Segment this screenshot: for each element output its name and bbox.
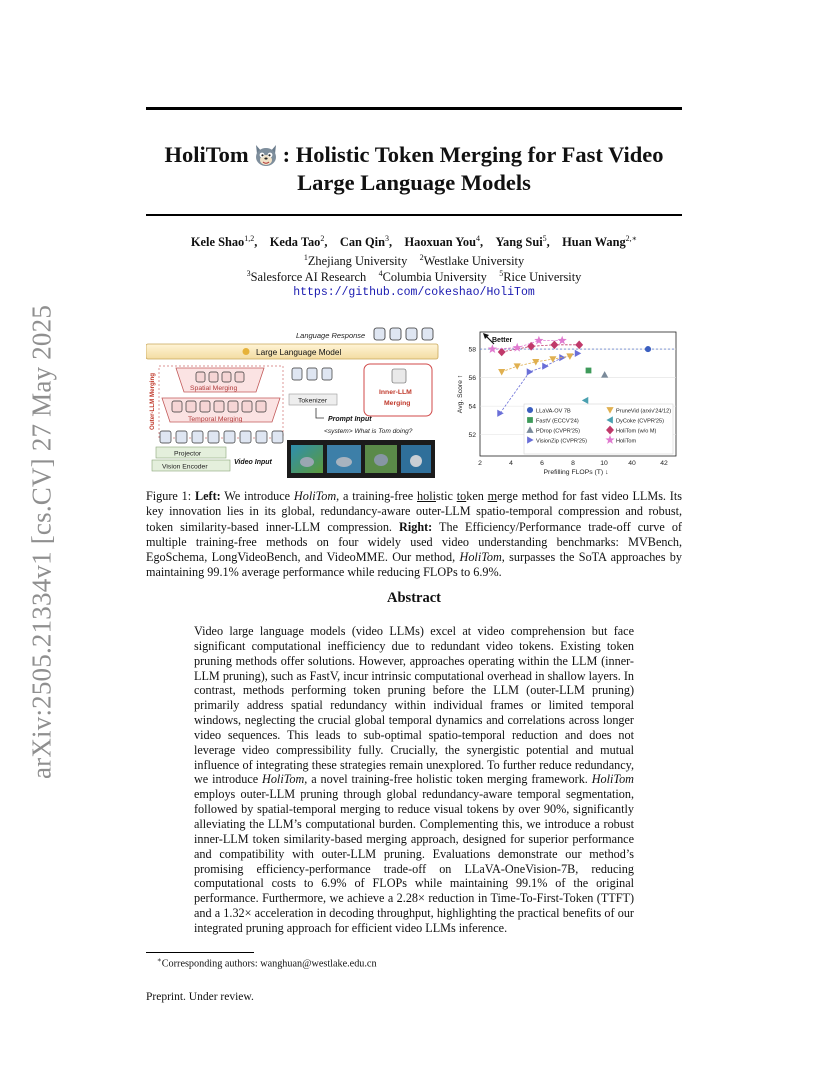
x-tick-label: 10 [600, 460, 608, 467]
inner-llm-label-2: Merging [384, 400, 411, 407]
footnote-text: Corresponding authors: wanghuan@westlake.edu.cn [161, 958, 377, 970]
affiliation: $^5$Rice University [499, 269, 582, 285]
outer-llm-label: Outer-LLM Merging [149, 372, 156, 430]
video-input-label: Video Input [234, 459, 272, 466]
author: Kele Shao$^{1,2}$ [190, 234, 255, 250]
title-name: HoliTom [164, 142, 249, 167]
abstract-text: employs outer-LLM pruning through global redundancy-aware temporal segmentation, followed by spatial-temporal merging to reduce visual tokens by over 90%, significantly alleviating the LLM’s computational burden. Complementing this, we introduce a robust inner-LLM token similarity-based merging approach, designed for superior performance and compatibility with outer-LLM pruning. Evaluations demonstrate our method’s promising efficiency-performance trade-off on LLaVA-OneVision-7B, reducing computational costs to 6.9% of FLOPs while maintaining 99.1% of the original performance. Furthermore, we achieve a 2.28× reduction in Time-To-First-Token (TTFT) and a 1.32× acceleration in decoding throughput, highlighting the practical benefits of our integrated pruning approach for efficient video LLMs inference. [194, 787, 634, 935]
title-rest: : Holistic Token Merging for Fast Video [282, 142, 664, 167]
data-point [586, 368, 592, 374]
y-axis-label: Avg. Score ↑ [457, 374, 464, 414]
y-tick-label: 56 [468, 375, 476, 383]
text-tokens [292, 368, 332, 380]
author: Huan Wang$^{2,∗}$ [562, 234, 638, 250]
author: Keda Tao$^2$ [269, 234, 325, 250]
caption-text: ken [466, 489, 488, 503]
caption-text: , a training-free [336, 489, 417, 503]
llm-icon [243, 348, 250, 355]
tokenizer-label: Tokenizer [298, 397, 328, 405]
caption-holitom: HoliTom [293, 489, 337, 503]
github-link[interactable]: https://github.com/cokeshao/HoliTom [293, 286, 535, 299]
prompt-input-label: Prompt Input [328, 416, 372, 423]
affiliation: $^2$Westlake University [419, 253, 525, 269]
affiliation: $^1$Zhejiang University [303, 253, 408, 269]
caption-underline: to [456, 489, 467, 503]
footnote-mark: ∗ [157, 956, 162, 964]
video-frames [287, 440, 435, 478]
affiliation-line-1 [146, 253, 682, 269]
abstract-text: , a novel training-free holistic token merging framework. [304, 772, 592, 787]
temporal-merging-label: Temporal Merging [188, 416, 243, 423]
vision-encoder-label: Vision Encoder [162, 463, 208, 471]
x-tick-label: 2 [478, 460, 482, 467]
x-tick-label: 42 [660, 460, 668, 467]
prompt-text: <system> What is Tom doing? [324, 428, 413, 435]
x-axis-label: Prefilling FLOPs (T) ↓ [543, 469, 609, 476]
y-tick-label: 52 [468, 432, 476, 440]
caption-left-label: Left: [194, 489, 221, 503]
tom-cat-icon [252, 142, 280, 168]
figure-caption [146, 489, 682, 581]
legend-label: HoliTom [616, 438, 637, 445]
x-tick-label: 8 [571, 460, 575, 467]
arxiv-id: arXiv:2505.21334v1 [cs.CV] 27 May 2025 [26, 304, 57, 780]
projector-label: Projector [174, 450, 202, 458]
caption-text: We introduce [220, 489, 294, 503]
spatial-merging-label: Spatial Merging [190, 385, 238, 392]
title-line2: Large Language Models [297, 170, 531, 195]
figure-label: Figure 1: [146, 489, 192, 503]
caption-text: The Efficiency/Performance trade-off curve of multiple training-free methods on four widely used video understanding benchmarks: MVBench, EgoSchema, LongVideoBench, and VideoMME. Our method, [146, 519, 682, 565]
temporal-tokens [172, 401, 266, 412]
preprint-note: Preprint. Under review. [146, 991, 254, 1003]
legend-label: PruneVid (arxiv'24/12) [616, 408, 672, 415]
data-point [645, 346, 651, 352]
abstract-holitom: HoliTom [591, 772, 634, 787]
caption-underline: m [487, 489, 498, 503]
author: Haoxuan You$^4$ [404, 234, 480, 250]
y-tick-label: 54 [468, 403, 476, 411]
abstract-heading: Abstract [387, 590, 441, 606]
arxiv-sidebar [22, 292, 62, 792]
legend-label: HoliTom (w/o M) [616, 428, 657, 435]
abstract-holitom: HoliTom [262, 772, 305, 787]
paper-title [146, 141, 682, 197]
x-tick-label: 6 [540, 460, 544, 467]
legend-marker [527, 417, 533, 423]
caption-right-label: Right: [399, 519, 433, 534]
title-bottom-rule [146, 214, 682, 216]
top-rule [146, 107, 682, 110]
y-tick-label: 58 [468, 346, 476, 354]
affiliation-line-2 [146, 269, 682, 285]
legend-label: LLaVA-OV 7B [536, 408, 571, 415]
footnote [157, 956, 377, 969]
legend-label: FastV (ECCV'24) [536, 418, 579, 425]
x-tick-label: 4 [509, 460, 513, 467]
caption-text: erge method for fast video LLMs. Its key innovation lies in its global, redundancy-aware outer-LLM spatio-temporal compression and robust, token similarity-based inner-LLM compression. [146, 489, 682, 534]
efficiency-chart [450, 322, 682, 482]
x-tick-label: 40 [628, 460, 636, 467]
abstract-body [194, 624, 634, 936]
affiliation: $^3$Salesforce AI Research [246, 269, 367, 285]
author: Yang Sui$^5$ [495, 234, 547, 250]
caption-text: , surpasses the SoTA approaches by maintaining 99.1% average performance while reducing FLOPs to 6.9%. [146, 550, 682, 580]
legend-label: PDrop (CVPR'25) [536, 428, 580, 435]
vision-tokens [160, 431, 283, 443]
legend-label: VisionZip (CVPR'25) [536, 438, 588, 445]
abstract-text: Video large language models (video LLMs) excel at video comprehension but face significant computational inefficiency due to redundant video tokens. Existing token pruning methods offer solutions. However, approaches operating within the LLM (inner-LLM pruning), such as FastV, incur intrinsic computational overhead in shallow layers. In contrast, methods performing token pruning before the LLM (outer-LLM pruning) primarily address spatial redundancy within individual frames or limited temporal windows, neglecting the crucial global temporal dynamics and correlations across longer video sequences. This leads to sub-optimal spatio-temporal reduction and does not leverage video compressibility fully. Crucially, the synergistic potential and mutual influence of integrating these strategies remain unexplored. To further reduce redundancy, we introduce [194, 624, 634, 787]
caption-text: stic [435, 489, 457, 503]
caption-holitom: HoliTom [459, 550, 502, 565]
author-list: Kele Shao$^{1,2}$, Keda Tao$^2$, Can Qin$^3$, Haoxuan You$^4$, Yang Sui$^5$, Huan Wang$^{2,∗}$ [190, 234, 638, 250]
better-label: Better [492, 337, 513, 344]
llm-label: Large Language Model [256, 347, 342, 357]
affiliation: $^4$Columbia University [378, 269, 487, 285]
language-response-label: Language Response [296, 331, 366, 340]
inner-llm-icon [392, 369, 406, 383]
inner-llm-label-1: Inner-LLM [379, 389, 412, 396]
legend-label: DyCoke (CVPR'25) [616, 418, 665, 425]
figure-1 [146, 322, 682, 482]
footnote-rule [146, 952, 254, 953]
author: Can Qin$^3$ [339, 234, 389, 250]
response-tokens [374, 328, 433, 340]
legend-marker [527, 407, 533, 413]
caption-underline: holi [417, 489, 436, 503]
prompt-arrow [316, 408, 324, 418]
